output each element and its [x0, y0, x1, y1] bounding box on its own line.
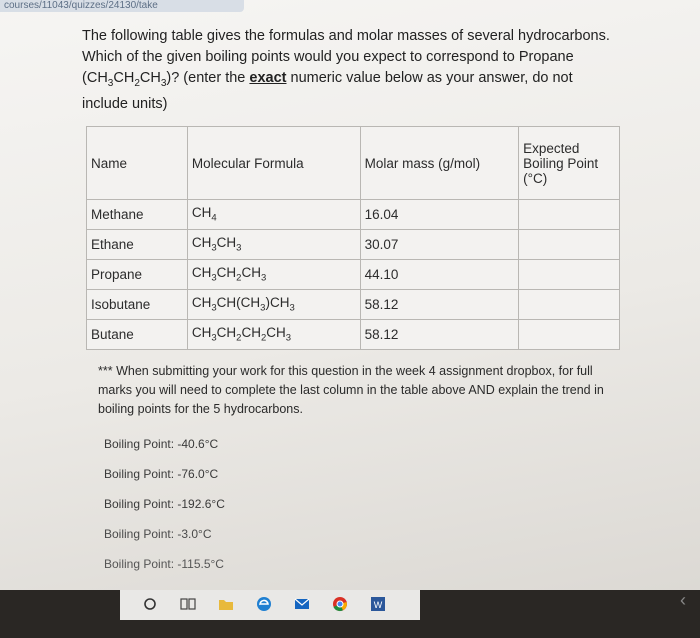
table-header-row: [87, 127, 620, 200]
header-formula: Molecular Formula: [187, 127, 360, 200]
header-molar-mass: Molar mass (g/mol): [360, 127, 519, 200]
cell-formula: $CH_3CH(CH_3)CH_3$: [187, 290, 360, 320]
cell-name: Methane: [87, 200, 188, 230]
cell-formula: $CH_3CH_3$: [187, 230, 360, 260]
boiling-point-option: Boiling Point: -40.6°C: [104, 437, 219, 451]
question-formula-end: )? (enter the: [166, 70, 250, 86]
table-row: [87, 320, 620, 350]
cell-bp: [519, 320, 620, 350]
table-row: [87, 290, 620, 320]
submission-note: *** When submitting your work for this question in the week 4 assignment dropbox, for full marks you will need to complete the last column in the table above AND explain the trend in boiling points for the 5 hydrocarbons.: [98, 364, 604, 416]
cell-bp: [519, 290, 620, 320]
cell-mass: 58.12: [360, 290, 519, 320]
table-row: [87, 200, 620, 230]
url-fragment[interactable]: courses/11043/quizzes/24130/take: [0, 0, 244, 12]
question-intro: The following table gives the formulas and molar masses of several hydrocarbons. Which of the given boiling points would you expect to correspond to Propane (: [82, 28, 610, 86]
svg-text:W: W: [373, 600, 383, 610]
exact-emphasis: exact: [249, 70, 287, 86]
edge-icon[interactable]: [254, 594, 274, 614]
folder-icon[interactable]: [216, 594, 236, 614]
header-name: Name: [87, 127, 188, 200]
cell-name: Butane: [87, 320, 188, 350]
chrome-icon[interactable]: [330, 594, 350, 614]
cell-name: Ethane: [87, 230, 188, 260]
cell-name: Isobutane: [87, 290, 188, 320]
boiling-point-option: Boiling Point: -76.0°C: [104, 467, 219, 481]
chevron-left-icon[interactable]: ‹: [680, 590, 686, 610]
cell-bp: [519, 200, 620, 230]
boiling-point-option: Boiling Point: -192.6°C: [104, 497, 225, 511]
cell-bp: [519, 260, 620, 290]
word-icon[interactable]: [368, 594, 388, 614]
task-view-icon[interactable]: [178, 594, 198, 614]
search-circle-icon[interactable]: [140, 594, 160, 614]
cell-formula: $CH_3CH_2CH_2CH_3$: [187, 320, 360, 350]
header-boiling-point: Expected Boiling Point (°C): [519, 127, 620, 200]
table-row: [87, 230, 620, 260]
cell-mass: 16.04: [360, 200, 519, 230]
table-row: [87, 260, 620, 290]
hydrocarbon-table: [86, 126, 620, 350]
cell-mass: 58.12: [360, 320, 519, 350]
cell-formula: $CH_3CH_2CH_3$: [187, 260, 360, 290]
cell-bp: [519, 230, 620, 260]
question-rest: numeric value below as your answer, do not include units): [82, 70, 573, 112]
cell-mass: 30.07: [360, 230, 519, 260]
boiling-point-option: Boiling Point: -3.0°C: [104, 527, 212, 541]
propane-formula: $CH_3CH_2CH_3$: [86, 70, 167, 89]
cell-name: Propane: [87, 260, 188, 290]
mail-icon[interactable]: [292, 594, 312, 614]
cell-mass: 44.10: [360, 260, 519, 290]
cell-formula: $CH_4$: [187, 200, 360, 230]
question-text: [82, 26, 622, 115]
boiling-point-option: Boiling Point: -115.5°C: [104, 557, 224, 571]
